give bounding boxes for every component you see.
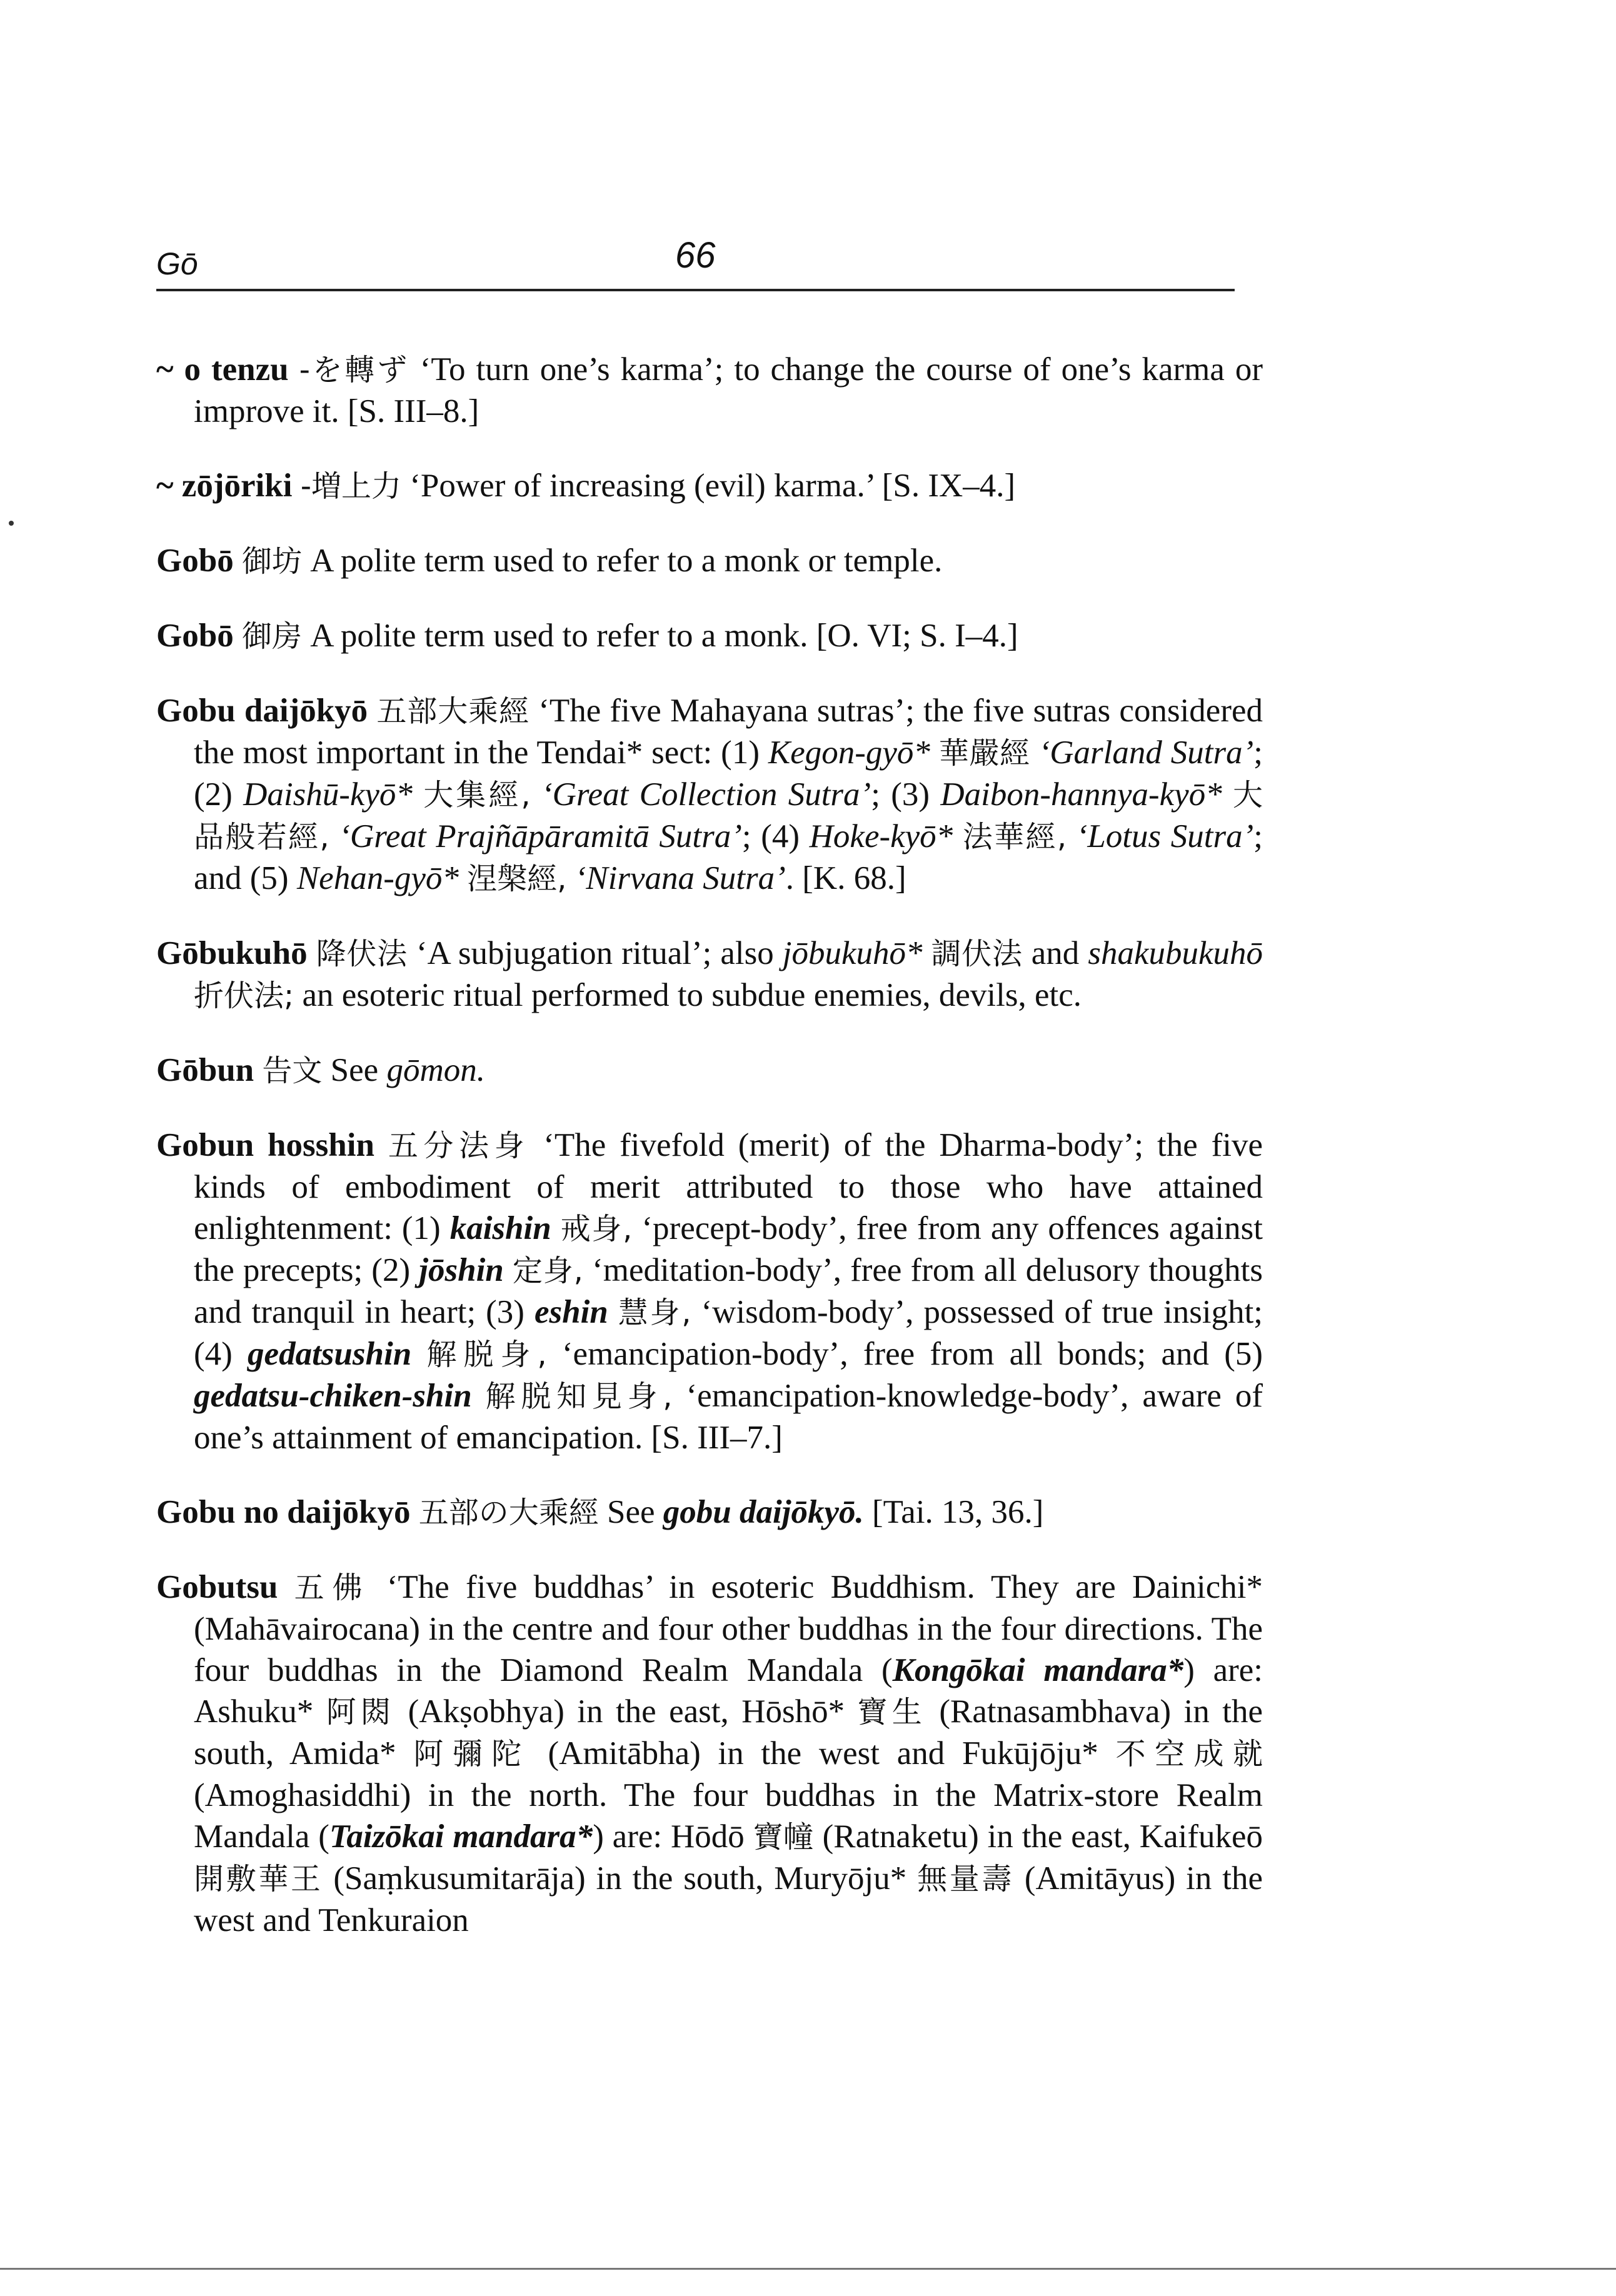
sutra-term: Nehan-gyō* xyxy=(296,860,459,896)
japanese-term: 五部の大乘經 xyxy=(418,1495,599,1530)
entry-gobo-temple xyxy=(156,540,1263,582)
body-term: eshin xyxy=(534,1294,608,1330)
headword: Gobu daijōkyō xyxy=(156,693,368,729)
japanese-term: 告文 xyxy=(262,1053,323,1088)
japanese-term: 阿彌陀 xyxy=(413,1737,531,1772)
reference: [S. III–7.] xyxy=(651,1420,783,1456)
definition: A polite term used to refer to a monk or temple. xyxy=(310,543,943,579)
body-term: jōshin xyxy=(419,1252,504,1288)
japanese-term: 御坊 xyxy=(241,544,302,579)
definition: (Amitāyus) in the west and Tenkuraion xyxy=(194,1860,1263,1938)
entry-gobu-daijokyo xyxy=(156,690,1263,900)
entry-gobun-hosshin xyxy=(156,1125,1263,1458)
japanese-term: 定身, xyxy=(512,1253,583,1288)
reference: [Tai. 13, 36.] xyxy=(871,1494,1044,1530)
headword: Gobun hosshin xyxy=(156,1127,374,1163)
sutra-term: Hoke-kyō* xyxy=(809,818,953,855)
japanese-term: 慧身, xyxy=(618,1295,691,1330)
definition: (Amoghasiddhi) in the north. The four buddhas in the Matrix-store Realm Mandala ( xyxy=(194,1777,1263,1855)
definition: (Saṃkusumitarāja) in the south, Muryōju* xyxy=(333,1860,907,1897)
japanese-term: 調伏法 xyxy=(931,936,1023,971)
definition: ) are: Hōdō xyxy=(593,1818,745,1855)
entry-gobo-monk xyxy=(156,615,1263,657)
japanese-term: 解脱身, xyxy=(426,1337,547,1372)
body-term: kaishin xyxy=(449,1210,551,1246)
see-label: See xyxy=(607,1494,655,1530)
japanese-term: 御房 xyxy=(241,619,302,654)
japanese-term: 開敷華王 xyxy=(194,1862,323,1897)
body-term: gedatsushin xyxy=(248,1336,412,1372)
body-gloss: ‘meditation-body’, free from all delusory thoughts and tranquil in heart; (3) xyxy=(194,1252,1263,1330)
margin-mark xyxy=(9,521,14,526)
sutra-gloss: ‘Great Prajñāpāramitā Sutra’ xyxy=(339,818,742,855)
entry-zojoriki xyxy=(156,465,1263,507)
page-number: 66 xyxy=(675,235,716,276)
sutra-gloss: ‘Lotus Sutra’ xyxy=(1076,818,1254,855)
japanese-term: 涅槃經, xyxy=(467,861,567,896)
sutra-gloss: ‘Garland Sutra’ xyxy=(1038,734,1254,771)
japanese-term: -増上力 xyxy=(300,469,402,504)
separator: ; and (5) xyxy=(194,818,1263,896)
japanese-term: 寶生 xyxy=(857,1695,926,1730)
japanese-term: 大品般若經, xyxy=(194,778,1263,855)
sutra-term: Kegon-gyō* xyxy=(768,734,930,771)
entry-gobu-no-daijokyo xyxy=(156,1491,1263,1533)
sutra-term: Daibon-hannya-kyō* xyxy=(940,776,1222,813)
mandala-term: Kongōkai mandara* xyxy=(892,1652,1184,1688)
definition: (Ratnasambhava) in the south, Amida* xyxy=(194,1693,1263,1772)
body-term: gedatsu-chiken-shin xyxy=(194,1378,472,1414)
entry-gobun xyxy=(156,1050,1263,1091)
definition: ‘The five Mahayana sutras’; the five sutras considered the most important in the Tendai* sect: (1) xyxy=(194,693,1263,771)
body-gloss: ‘emancipation-knowledge-body’, aware of one’s attainment of emancipation. xyxy=(194,1378,1263,1456)
headword: ~ zōjōriki xyxy=(156,468,293,504)
definition: ‘Power of increasing (evil) karma.’ [S. IX–4.] xyxy=(409,468,1016,504)
japanese-term: 大集經, xyxy=(423,778,531,813)
headword: Gobutsu xyxy=(156,1569,278,1605)
headword: Gobō xyxy=(156,618,234,654)
entry-o-tenzu xyxy=(156,349,1263,432)
japanese-term: 法華經, xyxy=(962,820,1067,855)
definition: (Akṣobhya) in the east, Hōshō* xyxy=(408,1693,845,1730)
definition: A polite term used to refer to a monk. [O. VI; S. I–4.] xyxy=(310,618,1018,654)
japanese-term: 五分法身 xyxy=(388,1128,530,1163)
japanese-term: 寶幢 xyxy=(753,1820,814,1855)
cross-reference: gobu daijōkyō. xyxy=(663,1494,864,1530)
entry-gobutsu xyxy=(156,1567,1263,1941)
body-gloss: ‘wisdom-body’, possessed of true insight; (4) xyxy=(194,1294,1263,1372)
sutra-gloss: ‘Great Collection Sutra’ xyxy=(541,776,871,813)
headword: ~ o tenzu xyxy=(156,351,289,388)
definition: (Ratnaketu) in the east, Kaifukeō xyxy=(822,1818,1263,1855)
alt-term: shakubukuhō xyxy=(1088,935,1263,971)
header-rule xyxy=(156,289,1235,291)
definition: ‘A subjugation ritual’; also xyxy=(416,935,774,971)
japanese-term: -を轉ず xyxy=(299,353,409,388)
japanese-term: 華嚴經 xyxy=(938,736,1030,771)
sutra-term: Daishū-kyō* xyxy=(243,776,413,813)
body-gloss: ‘precept-body’, free from any offences against the precepts; (2) xyxy=(194,1210,1263,1288)
definition: an esoteric ritual performed to subdue enemies, devils, etc. xyxy=(302,977,1082,1013)
headword: Gōbun xyxy=(156,1052,254,1088)
running-head xyxy=(156,234,1235,291)
reference: [K. 68.] xyxy=(802,860,906,896)
definition: ‘The fivefold (merit) of the Dharma-body’; the five kinds of embodiment of merit attributed to those who have attained enlightenment: (1) xyxy=(194,1127,1263,1246)
separator: ; (2) xyxy=(194,734,1263,813)
japanese-term: 解脱知見身, xyxy=(485,1379,673,1414)
body-gloss: ‘emancipation-body’, free from all bonds; and (5) xyxy=(561,1336,1263,1372)
mandala-term: Taizōkai mandara* xyxy=(329,1818,593,1855)
headword: Gōbukuhō xyxy=(156,935,308,971)
japanese-term: 五部大乘經 xyxy=(376,694,530,729)
cross-reference: gōmon. xyxy=(386,1052,485,1088)
japanese-term: 不空成就 xyxy=(1115,1737,1263,1772)
separator: ; (3) xyxy=(871,776,941,813)
sutra-gloss: ‘Nirvana Sutra’ xyxy=(575,860,786,896)
japanese-term: 戒身, xyxy=(560,1211,633,1246)
headword: Gobu no daijōkyō xyxy=(156,1494,411,1530)
running-head-word: Gō xyxy=(156,246,198,281)
definition: ) are: Ashuku* xyxy=(194,1652,1263,1730)
separator: . xyxy=(785,860,803,896)
see-label: See xyxy=(330,1052,379,1088)
japanese-term: 折伏法; xyxy=(194,978,294,1013)
entry-gobukuho xyxy=(156,933,1263,1016)
separator: ; (4) xyxy=(741,818,810,855)
japanese-term: 五佛 xyxy=(294,1570,371,1605)
japanese-term: 降伏法 xyxy=(316,936,408,971)
definition: ‘The five buddhas’ in esoteric Buddhism. They are Dainichi* (Mahāvairocana) in the centre and four other buddhas in the four directions. The four buddhas in the Diamond Realm Mandala ( xyxy=(194,1569,1263,1688)
headword: Gobō xyxy=(156,543,234,579)
definition: and xyxy=(1031,935,1080,971)
definition: (Amitābha) in the west and Fukūjōju* xyxy=(548,1735,1098,1772)
japanese-term: 無量壽 xyxy=(917,1862,1014,1897)
dictionary-entries xyxy=(156,316,1263,1957)
page-bottom-edge xyxy=(0,2268,1616,2270)
definition: ‘To turn one’s karma’; to change the course of one’s karma or improve it. [S. III–8.] xyxy=(194,351,1263,429)
alt-term: jōbukuhō* xyxy=(782,935,923,971)
japanese-term: 阿閦 xyxy=(326,1695,396,1730)
